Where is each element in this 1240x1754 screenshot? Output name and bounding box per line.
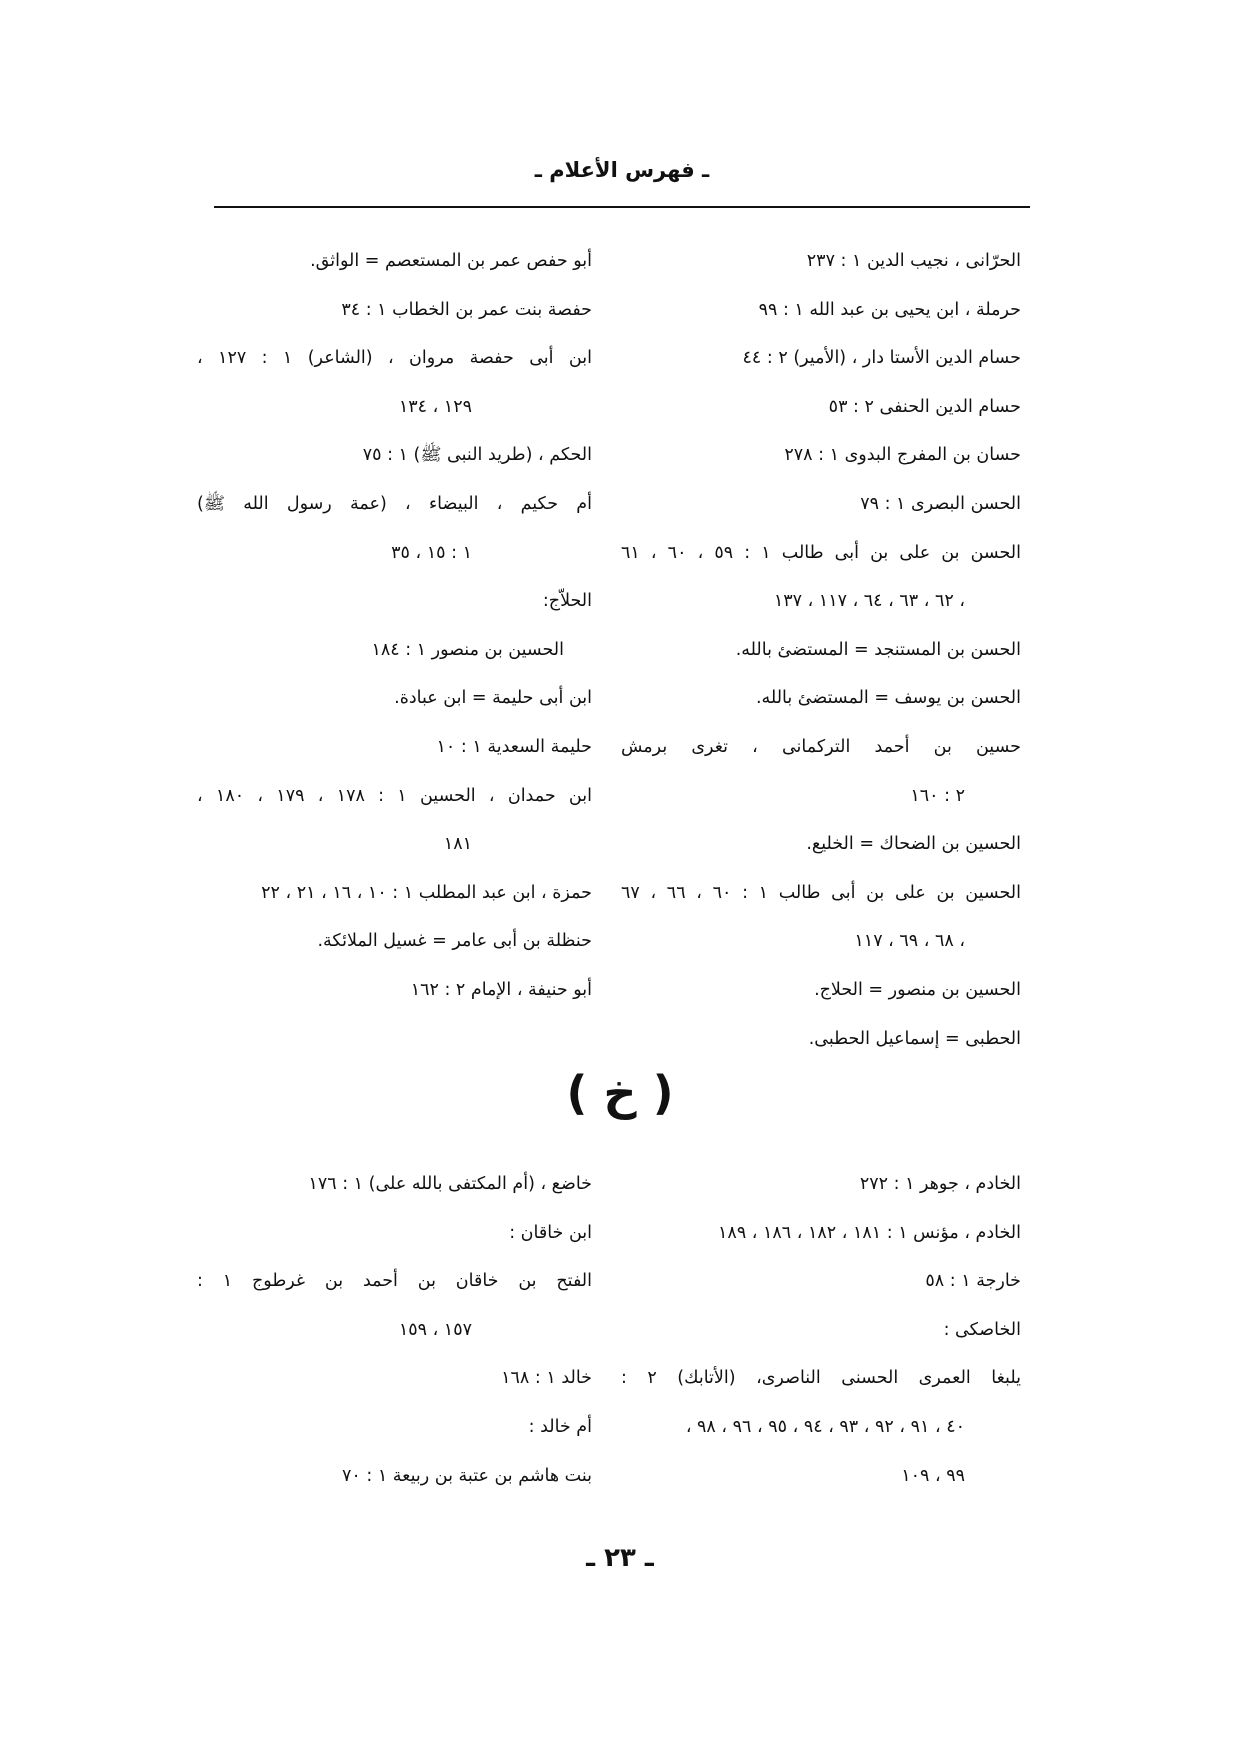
index-entry: الحكم ، (طريد النبى ﷺ) ١ : ٧٥ [362, 445, 592, 466]
index-entry-continuation: ١٢٩ ، ١٣٤ [398, 396, 472, 417]
index-entry: الحسن بن يوسف = المستضئ بالله. [755, 688, 1021, 709]
index-entry: الخادم ، جوهر ١ : ٢٧٢ [859, 1174, 1021, 1194]
index-entry: الخاصكى : [943, 1319, 1021, 1340]
index-entry: الحسن بن المستنجد = المستضئ بالله. [735, 639, 1021, 660]
index-entry: الحطبى = إسماعيل الحطبى. [808, 1028, 1021, 1049]
index-entry: الخادم ، مؤنس ١ : ١٨١ ، ١٨٢ ، ١٨٦ ، ١٨٩ [718, 1222, 1021, 1243]
index-entry: حليمة السعدية ١ : ١٠ [436, 736, 592, 757]
index-entry: حفصة بنت عمر بن الخطاب ١ : ٣٤ [341, 299, 592, 320]
index-entry: حسين بن أحمد التركمانى ، تغرى برمش [621, 736, 1021, 757]
index-column-right [621, 237, 1021, 1063]
index-subentry: يلبغا العمرى الحسنى الناصرى، (الأتابك) ٢ : [621, 1368, 1021, 1389]
index-subentry: الحسين بن منصور ١ : ١٨٤ [371, 639, 564, 660]
index-entry: ابن حمدان ، الحسين ١ : ١٧٨ ، ١٧٩ ، ١٨٠ ، [197, 785, 592, 806]
index-entry: الحسين بن على بن أبى طالب ١ : ٦٠ ، ٦٦ ، ٦٧ [621, 882, 1021, 903]
index-entry: ابن أبى حفصة مروان ، (الشاعر) ١ : ١٢٧ ، [197, 348, 592, 369]
index-entry: أبو حنيفة ، الإمام ٢ : ١٦٢ [410, 979, 592, 1000]
index-entry: أم خالد : [528, 1416, 592, 1437]
page-number: ـ ٢٣ ـ [586, 1543, 654, 1573]
index-entry: خاضع ، (أم المكتفى بالله على) ١ : ١٧٦ [308, 1174, 592, 1194]
index-entry: حسام الدين الأستا دار ، (الأمير) ٢ : ٤٤ [742, 348, 1021, 369]
index-entry: الحسين بن الضحاك = الخليع. [806, 834, 1021, 855]
index-entry: أبو حفص عمر بن المستعصم = الواثق. [310, 251, 592, 271]
index-entry: حمزة ، ابن عبد المطلب ١ : ١٠ ، ١٦ ، ٢١ ، ٢٢ [261, 882, 592, 903]
index-entry: حسام الدين الحنفى ٢ : ٥٣ [828, 396, 1021, 417]
index-entry-continuation: ١٨١ [443, 834, 472, 855]
index-column-right-section-2 [621, 1160, 1021, 1500]
index-entry-continuation: ، ٦٢ ، ٦٣ ، ٦٤ ، ١١٧ ، ١٣٧ [773, 591, 965, 612]
index-entry: الحسين بن منصور = الحلاج. [814, 979, 1021, 1000]
index-entry: الحسن بن على بن أبى طالب ١ : ٥٩ ، ٦٠ ، ٦١ [621, 542, 1021, 563]
index-column-left [197, 237, 592, 1015]
index-entry-continuation: ١ : ١٥ ، ٣٥ [391, 542, 472, 563]
index-entry-continuation: ١٥٧ ، ١٥٩ [398, 1319, 472, 1340]
index-entry-continuation: ٤٠ ، ٩١ ، ٩٢ ، ٩٣ ، ٩٤ ، ٩٥ ، ٩٦ ، ٩٨ ، [685, 1416, 965, 1437]
page-header: ـ فهرس الأعلام ـ [534, 158, 710, 182]
index-entry: أم حكيم ، البيضاء ، (عمة رسول الله ﷺ) [197, 493, 592, 514]
index-column-left-section-2 [197, 1160, 592, 1500]
index-entry: حسان بن المفرج البدوى ١ : ٢٧٨ [784, 445, 1021, 466]
index-entry: حرملة ، ابن يحيى بن عبد الله ١ : ٩٩ [758, 299, 1021, 320]
index-entry: خالد ١ : ١٦٨ [501, 1368, 592, 1389]
index-entry: خارجة ١ : ٥٨ [925, 1271, 1021, 1292]
index-entry: ابن أبى حليمة = ابن عبادة. [394, 688, 592, 709]
index-entry: الحرّانى ، نجيب الدين ١ : ٢٣٧ [806, 251, 1021, 271]
index-entry: حنظلة بن أبى عامر = غسيل الملائكة. [317, 931, 592, 952]
section-letter-heading: ( خ ) [566, 1066, 674, 1120]
index-entry: الحلاّج: [542, 591, 592, 612]
index-entry-continuation: ، ٦٨ ، ٦٩ ، ١١٧ [854, 931, 965, 952]
index-subentry: الفتح بن خاقان بن أحمد بن غرطوج ١ : [197, 1271, 592, 1292]
index-subentry: بنت هاشم بن عتبة بن ربيعة ١ : ٧٠ [341, 1465, 592, 1486]
index-entry: ابن خاقان : [509, 1222, 592, 1243]
header-rule [214, 206, 1030, 208]
index-entry: الحسن البصرى ١ : ٧٩ [860, 493, 1021, 514]
index-entry-continuation: ٢ : ١٦٠ [910, 785, 965, 806]
index-entry-continuation: ٩٩ ، ١٠٩ [901, 1465, 965, 1486]
